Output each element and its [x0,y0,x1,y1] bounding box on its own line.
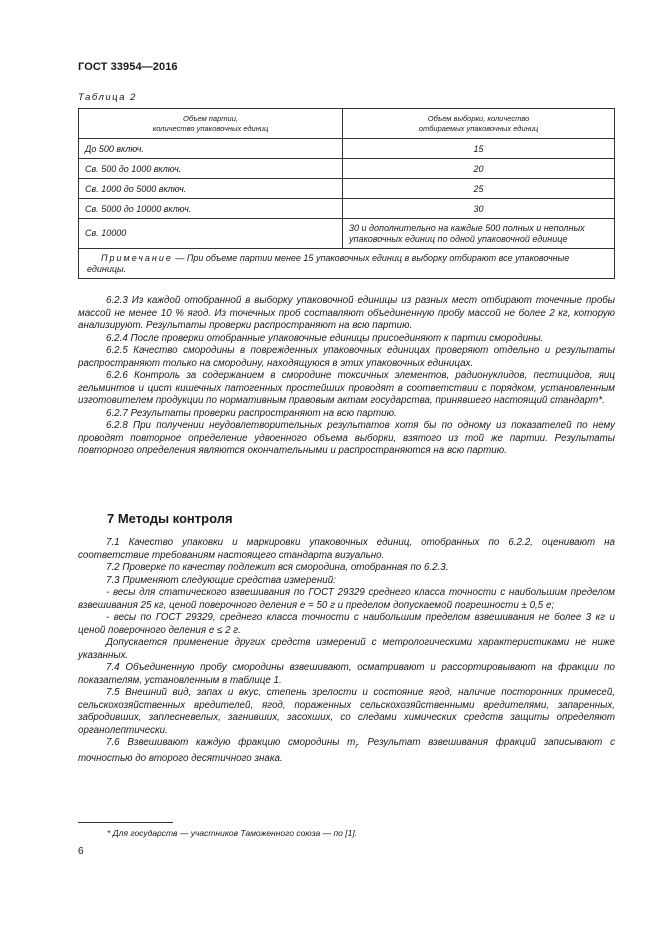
col-header-lot-line1: Объем партии, [183,113,238,123]
paragraph-6-2-4: 6.2.4 После проверки отобранные упаковочные единицы присоединяют к партии смородины. [106,332,544,344]
sample-cell: 15 [343,139,615,159]
table-caption: Таблица 2 [78,92,137,103]
paragraph-7-1: 7.1 Качество упаковки и маркировки упаковочных единиц, отобранных по 6.2.2, оценивают на соответствие требованиям настоящего стандарта визуально. [78,537,615,561]
table-row [79,199,615,219]
paragraph-7-5: 7.5 Внешний вид, запах и вкус, степень зрелости и состояние ягод, наличие посторонних примесей, сельскохозяйственных вредителей, ягод, пораженных сельскохозяйственными вредителями, запаренных, забродивших, заплесневелых, загнивших, засохших, со следами химических средств защиты определяют органолептически. [78,687,615,736]
paragraph-6-2-3: 6.2.3 Из каждой отобранной в выборку упаковочной единицы из разных мест отбирают точечные пробы массой не менее 10 % ягод. Из точечных проб составляют объединенную пробу массой не более 2 кг, которую анализируют. Результаты проверки распространяют на всю партию. [78,295,615,331]
col-header-sample-line2: отбираемых упаковочных единиц [418,123,539,133]
section6-paragraphs [78,295,615,458]
lot-cell: Св. 1000 до 5000 включ. [79,179,343,199]
sample-cell: 25 [343,179,615,199]
sample-cell: 20 [343,159,615,179]
note-text: — При объеме партии менее 15 упаковочных единиц в выборку отбирают все упаковочные единицы. [87,252,570,274]
paragraph-7-2: 7.2 Проверке по качеству подлежит вся смородина, отобранная по 6.2.3. [106,562,449,573]
paragraph-7-6 [78,737,615,766]
note-lead: Примечание [101,252,173,263]
table-row [79,179,615,199]
paragraph-7-3: 7.3 Применяют следующие средства измерений: [106,574,336,586]
paragraph-6-2-6: 6.2.6 Контроль за содержанием в смородине токсичных элементов, радионуклидов, пестицидов, яиц гельминтов и цист кишечных патогенных простейших проводят в соответствии с порядком, установленным изготовителем продукции по нормативным правовым актам государства, принявшего настоящий стандарт*. [78,370,615,406]
paragraph-6-2-8: 6.2.8 При получении неудовлетворительных результатов хотя бы по одному из показателей по нему проводят повторное определение удвоенного объема выборки, взятого из той же партии. Результаты повторного определения являются окончательными и распространяются на всю партию. [78,420,615,456]
lot-cell: Св. 5000 до 10000 включ. [79,199,343,219]
lot-cell: До 500 включ. [79,139,343,159]
paragraph-allowance: Допускается применение других средств измерений с метрологическими характеристиками не ниже указанных. [78,637,615,661]
table-note-row [79,249,615,279]
section-title: 7 Методы контроля [107,511,233,526]
sample-cell: 30 [343,199,615,219]
list-item-scales-1: - весы для статического взвешивания по ГОСТ 29329 среднего класса точности с наибольшим пределом взвешивания 25 кг, ценой поверочного деления е = 50 г и пределом допускаемой погрешности ± 0,5 е; [78,587,615,611]
paragraph-7-4: 7.4 Объединенную пробу смородины взвешивают, осматривают и рассортировывают на фракции по показателям, установленным в таблице 1. [78,662,615,686]
lot-cell: Св. 10000 [79,219,343,249]
page-number: 6 [78,846,84,857]
subscript-i: i [355,742,357,750]
paragraph-7-6-part1: 7.6 Взвешивают каждую фракцию смородины m [106,737,356,748]
section7-paragraphs [78,537,615,766]
paragraph-6-2-5: 6.2.5 Качество смородины в поврежденных упаковочных единицах проверяют отдельно и результаты распространяют только на смородину, находящуюся в этих упаковочных единицах. [78,345,615,369]
sample-cell: 30 и дополнительно на каждые 500 полных и неполных упаковочных единиц по одной упаковочной единице [343,219,615,249]
table-row [79,139,615,159]
list-item-scales-2: - весы по ГОСТ 29329, среднего класса точности с наибольшим пределом взвешивания не более 3 кг и ценой поверочного деления е ≤ 2 г. [78,612,615,636]
table-note [79,249,615,279]
col-header-lot-line2: количество упаковочных единиц [152,123,269,133]
sampling-table [78,108,615,279]
standard-header: ГОСТ 33954—2016 [78,61,178,73]
table-row [79,159,615,179]
col-header-sample-line1: Объем выборки, количество [427,113,530,123]
col-header-lot [79,109,343,139]
paragraph-7-6-part2: . Результат взвешивания фракций записывают с точностью до второго десятичного знака. [78,737,615,765]
paragraph-6-2-7: 6.2.7 Результаты проверки распространяют на всю партию. [106,407,397,419]
footnote: * Для государств — участников Таможенного союза — по [1]. [107,828,358,838]
table-row [79,219,615,249]
lot-cell: Св. 500 до 1000 включ. [79,159,343,179]
footnote-divider [78,822,173,823]
col-header-sample [343,109,615,139]
